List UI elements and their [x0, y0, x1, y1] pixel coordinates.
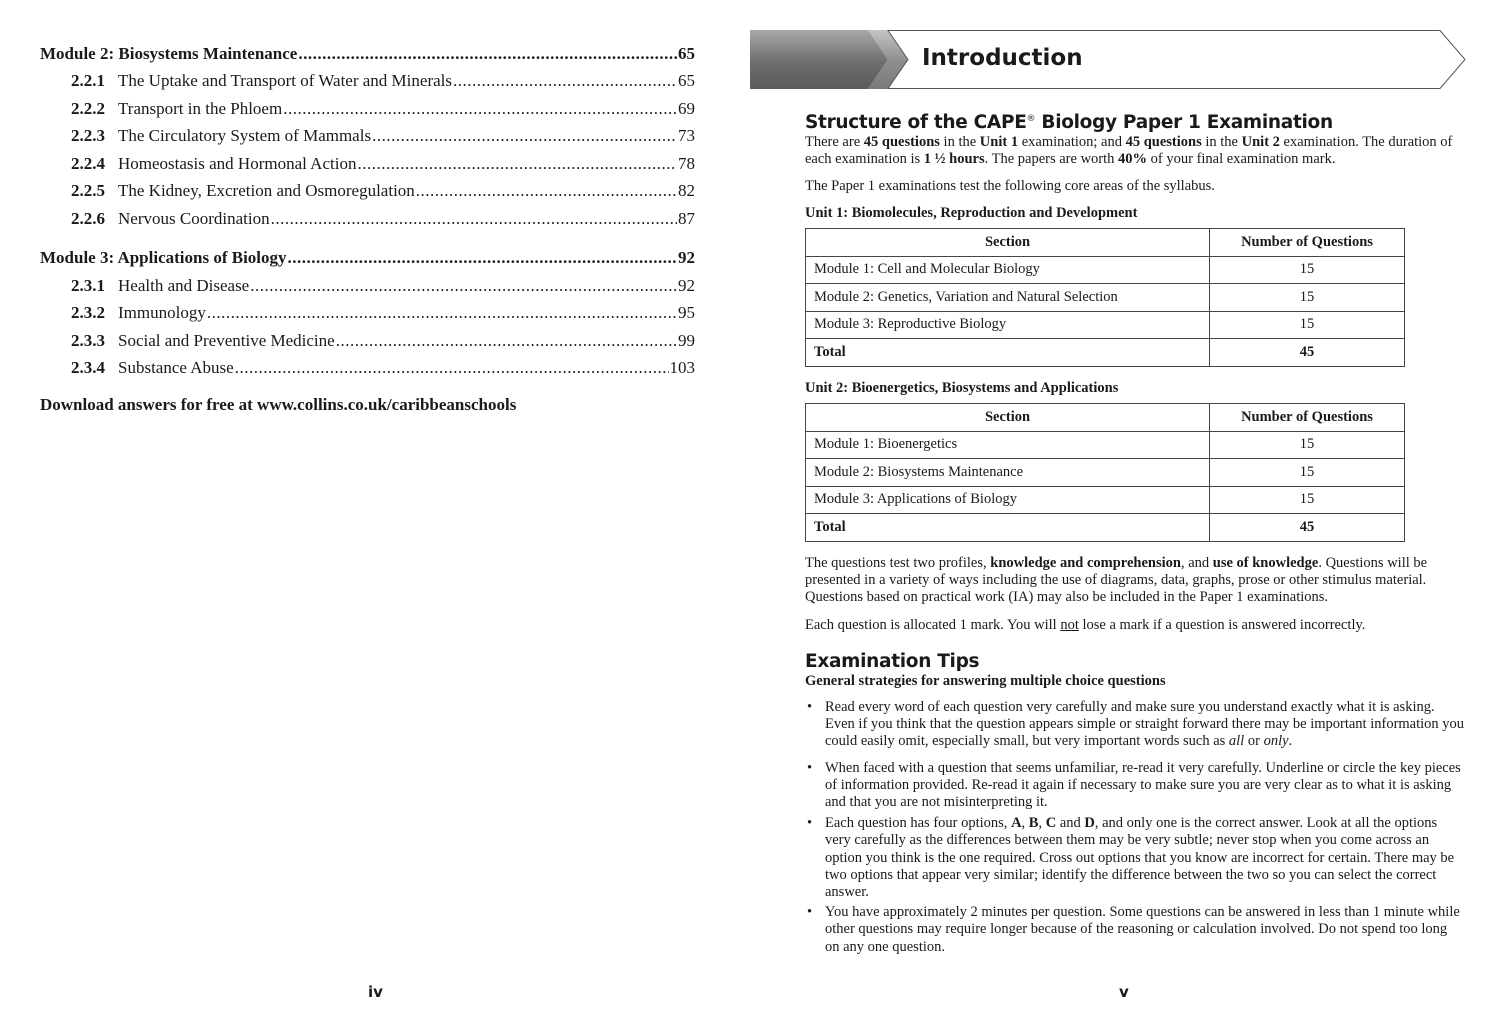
- toc-page-number: 82: [678, 181, 695, 200]
- dot-leader: [357, 154, 677, 174]
- toc-entry-title: The Kidney, Excretion and Osmoregulation: [118, 181, 415, 200]
- list-item: [805, 699, 1465, 751]
- toc-page-number: 87: [678, 209, 695, 228]
- text-run: lose a mark if a question is answered incorrectly.: [1078, 617, 1366, 633]
- count-cell: 15: [1210, 431, 1405, 459]
- text-run-bold: C: [1045, 815, 1057, 832]
- text-run-bold: knowledge and comprehension: [990, 555, 1181, 571]
- page-number-left: iv: [368, 983, 383, 1001]
- toc-entry-number: 2.2.1: [71, 71, 105, 90]
- list-item: [805, 815, 1465, 901]
- dot-leader: [416, 181, 677, 201]
- toc-entry: [40, 154, 695, 174]
- toc-entry-title: Substance Abuse: [118, 358, 234, 377]
- text-run-underlined: not: [1060, 617, 1079, 633]
- text-run: ,: [1021, 815, 1029, 832]
- count-cell: 15: [1210, 256, 1405, 284]
- toc-page-number: 65: [678, 71, 695, 90]
- text-run: in the: [1201, 134, 1242, 150]
- table-row: [806, 459, 1405, 487]
- dot-leader: [235, 358, 669, 378]
- toc-entry-title: The Uptake and Transport of Water and Minerals: [118, 71, 452, 90]
- toc-page-number: 103: [669, 358, 695, 377]
- total-value-cell: 45: [1210, 514, 1405, 542]
- text-run: in the: [939, 134, 980, 150]
- table-row: [806, 431, 1405, 459]
- toc-entry: [40, 331, 695, 351]
- heading-text: Biology Paper 1 Examination: [1035, 112, 1333, 133]
- toc-page-number: 99: [678, 331, 695, 350]
- toc-page-number: 65: [678, 44, 695, 63]
- text-run-bold: 45 questions: [863, 134, 940, 150]
- toc-entry-number: 2.3.3: [71, 331, 105, 350]
- text-run: Each question has four options,: [825, 815, 1012, 832]
- dot-leader: [372, 126, 677, 146]
- text-run: examination. The duration of each examination is: [805, 134, 1453, 168]
- table-row: [806, 311, 1405, 339]
- toc-module-title: Module 2: Biosystems Maintenance: [40, 44, 298, 63]
- toc-page-number: 73: [678, 126, 695, 145]
- toc-entry-title: Homeostasis and Hormonal Action: [118, 154, 357, 173]
- text-run-italic: all: [1228, 733, 1245, 750]
- table-row: [806, 284, 1405, 312]
- toc-entry-number: 2.3.2: [71, 303, 105, 322]
- toc-page-number: 92: [678, 276, 695, 295]
- text-run: , and: [1180, 555, 1213, 571]
- text-run: and: [1056, 815, 1085, 832]
- text-run: Read every word of each question very carefully and make sure you understand exactly what it is asking. Even if you think that the question appears simple or straight forward there may be important information you could easily omit, especially small, but very important words such as: [825, 699, 1465, 750]
- toc-entry-number: 2.2.4: [71, 154, 105, 173]
- page-number-right: v: [1119, 983, 1129, 1001]
- unit2-table: [805, 403, 1405, 542]
- tips-heading: Examination Tips: [805, 651, 980, 672]
- list-item: • You have approximately 2 minutes per question. Some questions can be answered in less than 1 minute while other questions may require longer because of the reasoning or calculation involved. Do not spend too long on any one question.: [805, 904, 1465, 956]
- text-run-bold: 40%: [1118, 151, 1148, 168]
- total-value-cell: 45: [1210, 339, 1405, 367]
- intro-paragraph-2: The Paper 1 examinations test the following core areas of the syllabus.: [805, 178, 1215, 194]
- table-total-row: [806, 514, 1405, 542]
- toc-entry-number: 2.3.1: [71, 276, 105, 295]
- table-row: [806, 256, 1405, 284]
- text-run-italic: only: [1263, 733, 1289, 750]
- text-run: Each question is allocated 1 mark. You will: [805, 617, 1061, 633]
- heading-text: Structure of the CAPE: [805, 112, 1027, 133]
- text-run: , and only one is the correct answer. Look at all the options very carefully as the differences between them may be very subtle; never stop when you come across an option you think is the one required. Cross out options that you know are incorrect for certain. There may be two options that appear very similar; identify the difference between the two so you can select the correct answer.: [825, 815, 1455, 901]
- text-run: or: [1244, 733, 1264, 750]
- count-cell: 15: [1210, 486, 1405, 514]
- total-label-cell: Total: [806, 514, 1210, 542]
- toc-entry: [40, 303, 695, 323]
- section-cell: Module 3: Applications of Biology: [806, 486, 1210, 514]
- dot-leader: [298, 44, 677, 64]
- section-cell: Module 1: Bioenergetics: [806, 431, 1210, 459]
- toc-entry: [40, 209, 695, 229]
- toc-entry-number: 2.2.2: [71, 99, 105, 118]
- toc-entry: [40, 358, 695, 378]
- toc-entry-title: Social and Preventive Medicine: [118, 331, 335, 350]
- unit1-table: [805, 228, 1405, 367]
- tips-list: [805, 699, 1465, 956]
- text-run-bold: Unit 1: [979, 134, 1019, 150]
- dot-leader: [336, 331, 677, 351]
- toc-module-3: [40, 248, 695, 268]
- text-run-bold: B: [1028, 815, 1039, 832]
- dot-leader: [271, 209, 677, 229]
- intro-paragraph-3: [805, 555, 1465, 607]
- toc-module-title: Module 3: Applications of Biology: [40, 248, 287, 267]
- dot-leader: [250, 276, 677, 296]
- toc-entry-title: Nervous Coordination: [118, 209, 270, 228]
- text-run: The questions test two profiles,: [805, 555, 991, 571]
- intro-paragraph-4: [805, 617, 1465, 634]
- text-run-bold: use of knowledge: [1212, 555, 1319, 571]
- registered-mark: ®: [1026, 114, 1036, 124]
- dot-leader: [207, 303, 677, 323]
- table-header-row: [806, 404, 1405, 432]
- toc-entry-number: 2.3.4: [71, 358, 105, 377]
- table-row: [806, 486, 1405, 514]
- list-item: • When faced with a question that seems unfamiliar, re-read it very carefully. Underline or circle the key pieces of information provided. Re-read it again if necessary to make sure you are very clear as to what it is asking and that you are not misinterpreting it.: [805, 760, 1465, 812]
- dot-leader: [283, 99, 677, 119]
- text-run: . The papers are worth: [984, 151, 1119, 168]
- page-title: Introduction: [922, 45, 1083, 71]
- text-run: examination; and: [1018, 134, 1126, 150]
- text-run-bold: 45 questions: [1125, 134, 1202, 150]
- toc-entry: [40, 71, 695, 91]
- toc-entry-title: Immunology: [118, 303, 206, 322]
- intro-paragraph-1: [805, 134, 1465, 168]
- section-cell: Module 2: Genetics, Variation and Natural Selection: [806, 284, 1210, 312]
- tips-subheading: General strategies for answering multiple choice questions: [805, 673, 1166, 689]
- toc-entry-number: 2.2.3: [71, 126, 105, 145]
- count-cell: 15: [1210, 459, 1405, 487]
- unit2-caption: Unit 2: Bioenergetics, Biosystems and Applications: [805, 380, 1119, 396]
- text-run-bold: Unit 2: [1241, 134, 1280, 150]
- download-answers-note: Download answers for free at www.collins.co.uk/caribbeanschools: [40, 395, 517, 414]
- unit1-caption: Unit 1: Biomolecules, Reproduction and Development: [805, 205, 1138, 221]
- column-header: Number of Questions: [1210, 229, 1405, 257]
- toc-page-number: 78: [678, 154, 695, 173]
- text-run-bold: 1 ½ hours: [923, 151, 985, 168]
- toc-entry-title: The Circulatory System of Mammals: [118, 126, 372, 145]
- toc-entry-title: Health and Disease: [118, 276, 250, 295]
- structure-heading: [805, 112, 1333, 133]
- toc-entry: [40, 126, 695, 146]
- total-label-cell: Total: [806, 339, 1210, 367]
- text-run: of your final examination mark.: [1147, 151, 1336, 168]
- table-header-row: [806, 229, 1405, 257]
- toc-page-number: 92: [678, 248, 695, 267]
- text-run-bold: D: [1084, 815, 1095, 832]
- toc-entry-number: 2.2.5: [71, 181, 105, 200]
- text-run: .: [1288, 733, 1293, 750]
- table-total-row: [806, 339, 1405, 367]
- chapter-banner: [750, 30, 1470, 90]
- toc-entry-number: 2.2.6: [71, 209, 105, 228]
- toc-entry-title: Transport in the Phloem: [118, 99, 283, 118]
- section-cell: Module 3: Reproductive Biology: [806, 311, 1210, 339]
- banner-arrow-shape: [750, 30, 1470, 90]
- toc-entry: [40, 181, 695, 201]
- dot-leader: [288, 248, 677, 268]
- text-run: . Questions will be presented in a variety of ways including the use of diagrams, data, graphs, prose or other stimulus material. Questions based on practical work (IA) may also be included in the Paper 1 examinations.: [805, 555, 1428, 606]
- text-run-bold: A: [1011, 815, 1022, 832]
- dot-leader: [453, 71, 677, 91]
- text-run: There are: [805, 134, 864, 150]
- toc-page-number: 95: [678, 303, 695, 322]
- toc-entry: [40, 99, 695, 119]
- toc-entry: [40, 276, 695, 296]
- column-header: Section: [806, 404, 1210, 432]
- toc-page-number: 69: [678, 99, 695, 118]
- count-cell: 15: [1210, 284, 1405, 312]
- toc-module-2: [40, 44, 695, 64]
- column-header: Section: [806, 229, 1210, 257]
- section-cell: Module 2: Biosystems Maintenance: [806, 459, 1210, 487]
- count-cell: 15: [1210, 311, 1405, 339]
- section-cell: Module 1: Cell and Molecular Biology: [806, 256, 1210, 284]
- text-run: ,: [1038, 815, 1046, 832]
- column-header: Number of Questions: [1210, 404, 1405, 432]
